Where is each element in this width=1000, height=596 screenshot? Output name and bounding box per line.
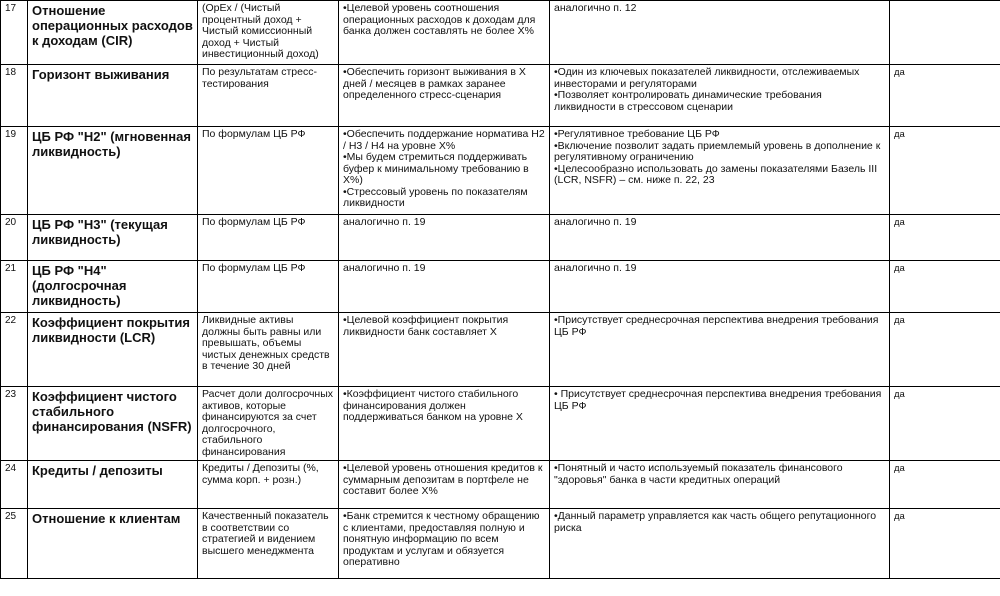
- calculation-method: По формулам ЦБ РФ: [198, 127, 339, 215]
- rationale-bullet: аналогично п. 19: [554, 216, 637, 228]
- indicator-name: Горизонт выживания: [28, 65, 198, 127]
- calculation-method: По результатам стресс-тестирования: [198, 65, 339, 127]
- kpi-table-body: [1, 1, 1000, 579]
- calculation-method: Ликвидные активы должны быть равны или превышать, объемы чистых денежных средств в течение 30 дней: [198, 313, 339, 387]
- rationale: [550, 461, 890, 509]
- table-row: [1, 387, 1000, 461]
- target-bullet: •Целевой уровень соотношения операционных расходов к доходам для банка должен составлять не более X%: [343, 2, 536, 37]
- table-row: [1, 1, 1000, 65]
- indicator-name: Кредиты / депозиты: [28, 461, 198, 509]
- indicator-name: ЦБ РФ "Н3" (текущая ликвидность): [28, 215, 198, 261]
- target-bullet: •Обеспечить поддержание норматива Н2 / Н3 / Н4 на уровне X%: [343, 128, 545, 152]
- row-number: 21: [1, 261, 28, 313]
- indicator-name: ЦБ РФ "Н4" (долгосрочная ликвидность): [28, 261, 198, 313]
- rationale-bullet: •Позволяет контролировать динамические требования ликвидности в стрессовом сценарии: [554, 89, 822, 113]
- rationale: [550, 1, 890, 65]
- inclusion-flag: да: [890, 509, 1000, 579]
- rationale: [550, 509, 890, 579]
- indicator-name: Отношение к клиентам: [28, 509, 198, 579]
- target-level: [339, 461, 550, 509]
- rationale-bullet: • Присутствует среднесрочная перспектива внедрения требования ЦБ РФ: [554, 388, 882, 412]
- target-bullet: •Коэффициент чистого стабильного финансирования должен поддерживаться банком на уровне X: [343, 388, 523, 423]
- target-level: [339, 509, 550, 579]
- target-bullet: •Целевой коэффициент покрытия ликвидности банк составляет X: [343, 314, 509, 338]
- calculation-method: Расчет доли долгосрочных активов, которые финансируются за счет долгосрочного, стабильного финансирования: [198, 387, 339, 461]
- target-bullet: •Целевой уровень отношения кредитов к суммарным депозитам в портфеле не составит более X%: [343, 462, 543, 497]
- indicator-name: Коэффициент чистого стабильного финансирования (NSFR): [28, 387, 198, 461]
- row-number: 18: [1, 65, 28, 127]
- inclusion-flag: да: [890, 461, 1000, 509]
- target-bullet: аналогично п. 19: [343, 216, 426, 228]
- target-level: [339, 313, 550, 387]
- row-number: 19: [1, 127, 28, 215]
- row-number: 20: [1, 215, 28, 261]
- calculation-method: По формулам ЦБ РФ: [198, 215, 339, 261]
- rationale-bullet: аналогично п. 19: [554, 262, 637, 274]
- target-level: [339, 387, 550, 461]
- calculation-method: По формулам ЦБ РФ: [198, 261, 339, 313]
- row-number: 23: [1, 387, 28, 461]
- table-row: [1, 65, 1000, 127]
- row-number: 17: [1, 1, 28, 65]
- rationale: [550, 261, 890, 313]
- rationale-bullet: •Понятный и часто используемый показатель финансового "здоровья" банка в части кредитных операций: [554, 462, 843, 486]
- rationale: [550, 313, 890, 387]
- rationale-bullet: •Целесообразно использовать до замены показателями Базель III (LCR, NSFR) – см. ниже п. 22, 23: [554, 162, 878, 186]
- rationale: [550, 215, 890, 261]
- target-level: [339, 65, 550, 127]
- target-level: [339, 215, 550, 261]
- row-number: 22: [1, 313, 28, 387]
- calculation-method: Качественный показатель в соответствии со стратегией и видением высшего менеджмента: [198, 509, 339, 579]
- rationale-bullet: •Присутствует среднесрочная перспектива внедрения требования ЦБ РФ: [554, 314, 879, 338]
- table-row: [1, 261, 1000, 313]
- inclusion-flag: да: [890, 127, 1000, 215]
- rationale-bullet: аналогично п. 12: [554, 2, 637, 14]
- table-row: [1, 461, 1000, 509]
- inclusion-flag: да: [890, 261, 1000, 313]
- row-number: 25: [1, 509, 28, 579]
- indicator-name: Коэффициент покрытия ликвидности (LCR): [28, 313, 198, 387]
- target-bullet: •Мы будем стремиться поддерживать буфер к минимальному требованию в X%): [343, 151, 529, 186]
- indicator-name: ЦБ РФ "Н2" (мгновенная ликвидность): [28, 127, 198, 215]
- row-number: 24: [1, 461, 28, 509]
- rationale-bullet: •Регулятивное требование ЦБ РФ: [554, 128, 720, 140]
- target-bullet: •Банк стремится к честному обращению с клиентами, предоставляя полную и понятную информацию по всем продуктам и услугам и обязуется оперативно: [343, 510, 540, 568]
- inclusion-flag: да: [890, 65, 1000, 127]
- table-row: [1, 509, 1000, 579]
- target-bullet: •Стрессовый уровень по показателям ликвидности: [343, 185, 528, 209]
- inclusion-flag: [890, 1, 1000, 65]
- target-bullet: •Обеспечить горизонт выживания в X дней / месяцев в рамках заранее определенного стресс-сценария: [343, 66, 526, 101]
- rationale: [550, 65, 890, 127]
- target-level: [339, 261, 550, 313]
- rationale-bullet: •Данный параметр управляется как часть общего репутационного риска: [554, 510, 877, 534]
- target-level: [339, 127, 550, 215]
- inclusion-flag: да: [890, 313, 1000, 387]
- rationale: [550, 387, 890, 461]
- table-row: [1, 313, 1000, 387]
- rationale: [550, 127, 890, 215]
- table-row: [1, 215, 1000, 261]
- calculation-method: Кредиты / Депозиты (%, сумма корп. + розн.): [198, 461, 339, 509]
- inclusion-flag: да: [890, 215, 1000, 261]
- rationale-bullet: •Включение позволит задать приемлемый уровень в дополнение к регулятивному ограничению: [554, 139, 881, 163]
- target-level: [339, 1, 550, 65]
- indicator-name: Отношение операционных расходов к доходам (CIR): [28, 1, 198, 65]
- rationale-bullet: •Один из ключевых показателей ликвидности, отслеживаемых инвесторами и регуляторами: [554, 66, 860, 90]
- calculation-method: (OpEx / (Чистый процентный доход + Чистый комиссионный доход + Чистый инвестиционный доход): [198, 1, 339, 65]
- inclusion-flag: да: [890, 387, 1000, 461]
- table-row: [1, 127, 1000, 215]
- target-bullet: аналогично п. 19: [343, 262, 426, 274]
